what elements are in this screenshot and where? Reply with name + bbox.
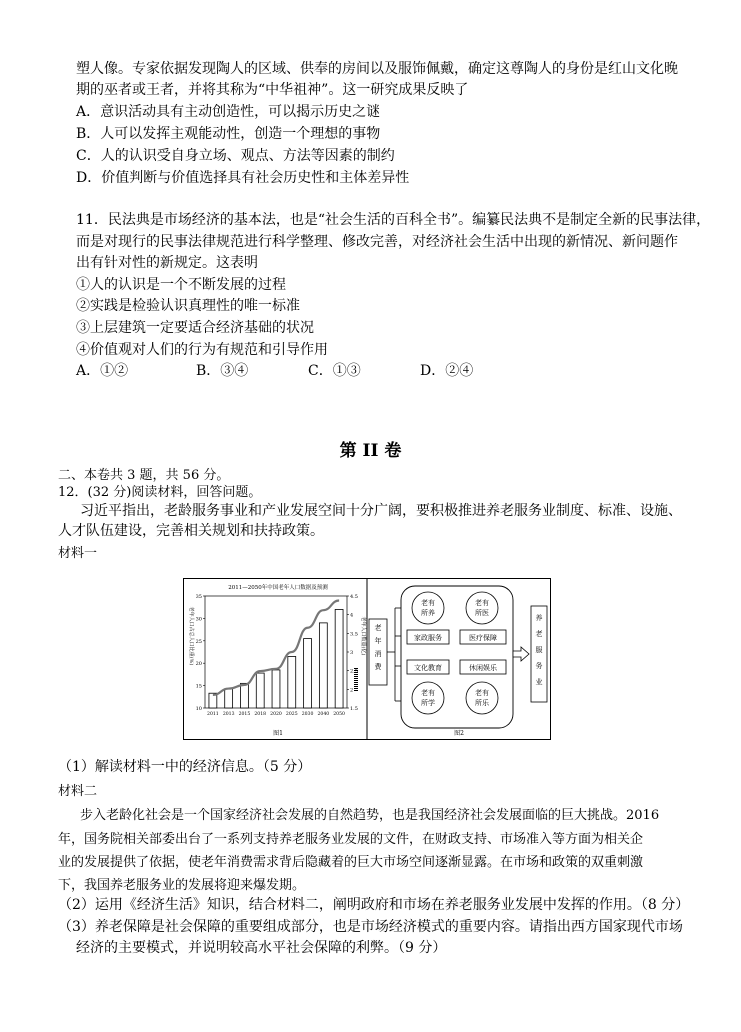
q11-stem-line2: 而是对现行的民事法律规范进行科学整理、修改完善，对经济社会生活中出现的新情况、新问题作 bbox=[76, 234, 678, 250]
chart-ylabel-right: 老年人口数量(亿) bbox=[360, 616, 366, 656]
bar-2025 bbox=[288, 656, 296, 708]
ytick-left-label: 10 bbox=[195, 706, 202, 712]
ytick-right-label: 4.5 bbox=[350, 594, 358, 600]
q10-stem-line2: 期的巫者或王者，并将其称为“中华祖神”。这一研究成果反映了 bbox=[76, 82, 469, 98]
xtick-label: 2018 bbox=[254, 712, 267, 717]
arrow-right-icon bbox=[513, 647, 529, 661]
q12-sub3-line1: （3）养老保障是社会保障的重要组成部分，也是市场经济模式的重要内容。请指出西方国家现代市场 bbox=[58, 919, 683, 935]
q11-choice-a: A．①② bbox=[76, 363, 129, 379]
q10-stem-line1: 塑人像。专家依据发现陶人的区域、供奉的房间以及服饰佩戴，确定这尊陶人的身份是红山文化晚 bbox=[76, 61, 678, 77]
xtick-label: 2011 bbox=[207, 712, 219, 717]
ytick-left-label: 25 bbox=[195, 638, 202, 645]
diagram-fig2 bbox=[369, 586, 547, 737]
material2-line4: 下，我国养老服务业的发展将迎来爆发期。 bbox=[58, 878, 306, 893]
ytick-right-label: 3 bbox=[350, 650, 354, 656]
chart-bars bbox=[209, 609, 356, 708]
chart-fig1 bbox=[188, 583, 367, 737]
ytick-right-label: 2 bbox=[350, 687, 354, 694]
material2-line3: 业的发展提供了依据，使老年消费需求背后隐藏着的巨大市场空间逐渐显露。在市场和政策的双重刺激 bbox=[58, 855, 644, 870]
q11-item-1: ①人的认识是一个不断发展的过程 bbox=[76, 277, 286, 293]
chart-xticks bbox=[207, 711, 345, 717]
xtick-label: 2040 bbox=[317, 712, 330, 717]
ytick-left-label: 15 bbox=[195, 683, 202, 690]
ytick-right-label: 3.5 bbox=[350, 631, 358, 638]
chart-title: 2011—2050年中国老年人口数据及预测 bbox=[228, 585, 328, 591]
q11-choice-b: B．③④ bbox=[196, 363, 249, 379]
bubble-elder-medical bbox=[466, 592, 498, 624]
bar-2030 bbox=[304, 639, 312, 708]
bar-2018 bbox=[256, 673, 264, 708]
material2-label: 材料二 bbox=[58, 784, 98, 799]
q11-stem-line3: 出有针对性的新规定。这表明 bbox=[76, 255, 258, 271]
bubble-label: 老有所医 bbox=[475, 599, 489, 617]
part2-title: 第 II 卷 bbox=[339, 441, 402, 461]
xtick-label: 2013 bbox=[222, 712, 235, 717]
material2-line1: 步入老龄化社会是一个国家经济社会发展的自然趋势，也是我国经济社会发展面临的巨大挑战。2016 bbox=[80, 808, 660, 823]
fig1-caption: 图1 bbox=[273, 730, 283, 737]
bar-2040 bbox=[319, 623, 327, 708]
q12-intro-line2: 人才队伍建设，完善相关规划和扶持政策。 bbox=[58, 523, 324, 539]
bubble-label: 老有所乐 bbox=[475, 689, 489, 707]
q12-sub3-line2: 经济的主要模式，并说明较高水平社会保障的利弊。（9 分） bbox=[76, 940, 447, 956]
q11-stem-line1: 11．民法典是市场经济的基本法，也是“社会生活的百科全书”。编纂民法典不是制定全新的民事法律， bbox=[76, 212, 711, 228]
xtick-label: 2020 bbox=[270, 712, 282, 717]
ytick-right-label: 4 bbox=[350, 612, 354, 619]
q10-option-d: D．价值判断与价值选择具有社会历史性和主体差异性 bbox=[76, 170, 410, 186]
material2-line2: 年，国务院相关部委出台了一系列支持养老服务业发展的文件，在财政支持、市场准入等方面为相关企 bbox=[58, 832, 644, 847]
elder-consumption-label: 老年消费 bbox=[374, 624, 382, 671]
q10-option-b: B．人可以发挥主观能动性，创造一个理想的事物 bbox=[76, 126, 381, 142]
figure-svg bbox=[183, 578, 551, 740]
q11-choice-d: D．②④ bbox=[420, 363, 474, 379]
bar-2013 bbox=[225, 689, 233, 708]
bar-2020 bbox=[272, 670, 280, 708]
xtick-label: 2025 bbox=[285, 712, 298, 717]
bubble-elder-joy bbox=[466, 682, 498, 714]
chart-ylabel-left: 老年人口占总人口比重(%) bbox=[188, 606, 194, 666]
q10-option-a: A．意识活动具有主动创造性，可以揭示历史之谜 bbox=[76, 104, 381, 120]
q12-intro-line1: 习近平指出，老龄服务事业和产业发展空间十分广阔，要积极推进养老服务业制度、标准、设施、 bbox=[80, 503, 682, 519]
bar-2050 bbox=[335, 609, 343, 708]
q11-item-4: ④价值观对人们的行为有规范和引导作用 bbox=[76, 342, 328, 358]
q12-sub2: （2）运用《经济生活》知识，结合材料二，阐明政府和市场在养老服务业发展中发挥的作用。（8 分） bbox=[58, 897, 690, 913]
xtick-label: 2050 bbox=[333, 712, 345, 717]
bubble-label: 老有所学 bbox=[421, 689, 435, 707]
q11-choice-c: C．①③ bbox=[308, 363, 361, 379]
bubble-elder-care bbox=[412, 592, 444, 624]
material1-figure bbox=[183, 578, 551, 740]
q12-head: 12．(32 分)阅读材料，回答问题。 bbox=[58, 485, 262, 500]
bar-2015 bbox=[241, 683, 249, 708]
q10-option-c: C．人的认识受自身立场、观点、方法等因素的制约 bbox=[76, 148, 395, 164]
bubble-label: 老有所养 bbox=[421, 599, 435, 617]
ytick-right-label: 2.5 bbox=[350, 668, 358, 675]
ytick-left-label: 20 bbox=[195, 661, 202, 668]
service-medical-label: 医疗保障 bbox=[469, 634, 497, 642]
service-housekeeping-label: 家政服务 bbox=[414, 634, 442, 642]
service-education-label: 文化教育 bbox=[414, 664, 442, 672]
ytick-right-label: 1.5 bbox=[350, 706, 358, 712]
ytick-left-label: 30 bbox=[195, 616, 202, 623]
q12-sub1: （1）解读材料一中的经济信息。（5 分） bbox=[58, 759, 312, 775]
q11-item-2: ②实践是检验认识真理性的唯一标准 bbox=[76, 298, 300, 314]
xtick-label: 2015 bbox=[238, 712, 251, 717]
part2-section: 二、本卷共 3 题，共 56 分。 bbox=[58, 468, 230, 483]
service-leisure-label: 休闲娱乐 bbox=[469, 664, 497, 672]
bubble-elder-learning bbox=[412, 682, 444, 714]
q11-item-3: ③上层建筑一定要适合经济基础的状况 bbox=[76, 320, 314, 336]
fig2-caption: 图2 bbox=[454, 730, 464, 737]
elder-service-industry-label: 养老服务业 bbox=[535, 614, 543, 686]
ytick-left-label: 35 bbox=[195, 594, 202, 600]
material1-label: 材料一 bbox=[58, 546, 98, 561]
xtick-label: 2030 bbox=[301, 712, 314, 717]
